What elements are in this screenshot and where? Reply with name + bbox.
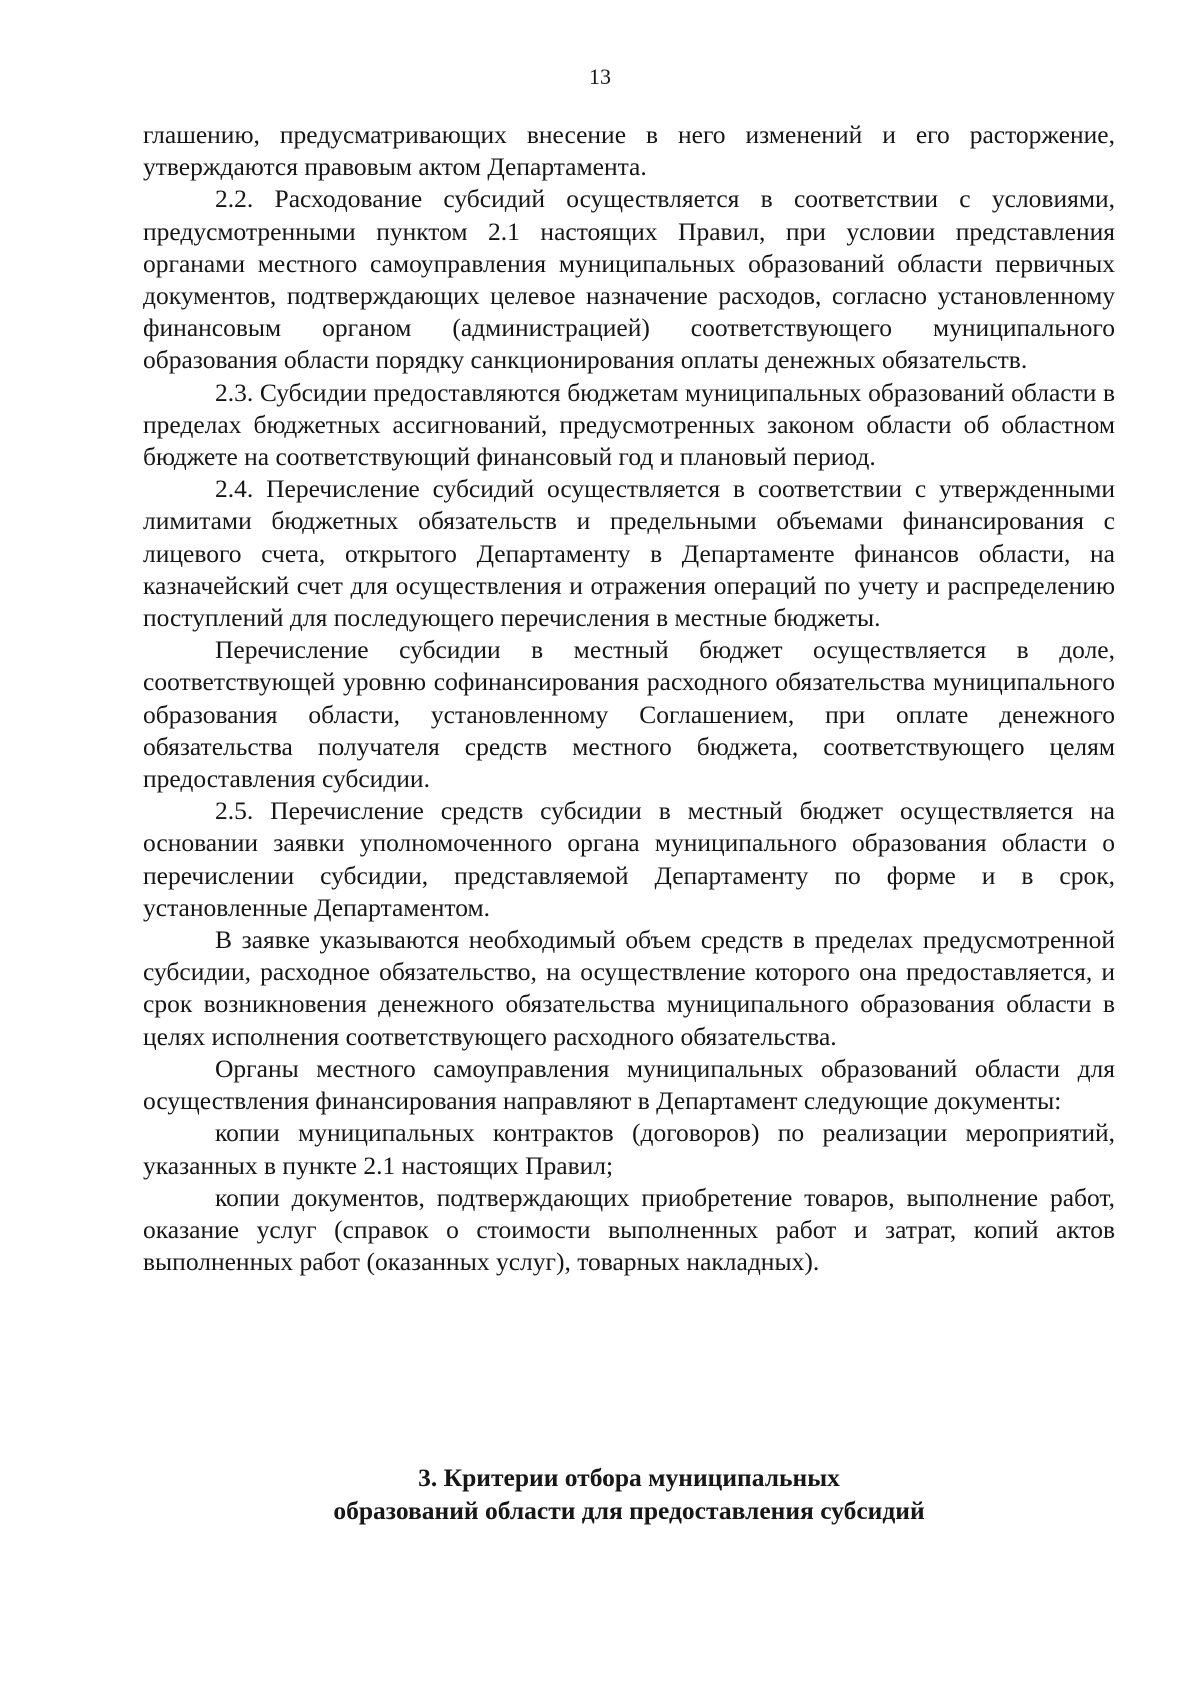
section-heading-line-1: 3. Критерии отбора муниципальных	[418, 1463, 840, 1492]
paragraph-continuation: глашению, предусматривающих внесение в него изменений и его расторжение, утверждаются правовым актом Департамента.	[143, 120, 1115, 182]
page-number: 13	[589, 64, 611, 89]
section-heading	[143, 1462, 1115, 1527]
paragraph-2-2: 2.2. Расходование субсидий осуществляется в соответствии с условиями, предусмотренными пунктом 2.1 настоящих Правил, при условии представления органами местного самоуправления муниципальных образований области первичных документов, подтверждающих целевое назначение расходов, согласно установленному финансовым органом (администрацией) соответствующего муниципального образования области порядку санкционирования оплаты денежных обязательств.	[143, 184, 1115, 375]
paragraph-transfer-share: Перечисление субсидии в местный бюджет осуществляется в доле, соответствующей уровню софинансирования расходного обязательства муниципального образования области, установленному Соглашением, при оплате денежного обязательства получателя средств местного бюджета, соответствующего целям предоставления субсидии.	[143, 635, 1115, 794]
paragraph-application-contents: В заявке указываются необходимый объем средств в пределах предусмотренной субсидии, расходное обязательство, на осуществление которого она предоставляется, и срок возникновения денежного обязательства муниципального образования области в целях исполнения соответствующего расходного обязательства.	[143, 925, 1115, 1051]
paragraph-2-4: 2.4. Перечисление субсидий осуществляется в соответствии с утвержденными лимитами бюджетных обязательств и предельными объемами финансирования с лицевого счета, открытого Департаменту в Департаменте финансов области, на казначейский счет для осуществления и отражения операций по учету и распределению поступлений для последующего перечисления в местные бюджеты.	[143, 474, 1115, 633]
list-item-documents: копии документов, подтверждающих приобретение товаров, выполнение работ, оказание услуг (справок о стоимости выполненных работ и затрат, копий актов выполненных работ (оказанных услуг), товарных накладных).	[143, 1182, 1115, 1277]
paragraph-2-5: 2.5. Перечисление средств субсидии в местный бюджет осуществляется на основании заявки уполномоченного органа муниципального образования области о перечислении субсидии, представляемой Департаменту по форме и в срок, установленные Департаментом.	[143, 796, 1115, 922]
paragraph-2-3: 2.3. Субсидии предоставляются бюджетам муниципальных образований области в пределах бюджетных ассигнований, предусмотренных законом области об областном бюджете на соответствующий финансовый год и плановый период.	[143, 377, 1115, 472]
document-body	[143, 119, 1115, 1278]
list-item-contracts: копии муниципальных контрактов (договоров) по реализации мероприятий, указанных в пункте 2.1 настоящих Правил;	[143, 1118, 1115, 1180]
section-heading-line-2: образований области для предоставления субсидий	[333, 1495, 925, 1525]
paragraph-documents-intro: Органы местного самоуправления муниципальных образований области для осуществления финансирования направляют в Департамент следующие документы:	[143, 1053, 1115, 1116]
